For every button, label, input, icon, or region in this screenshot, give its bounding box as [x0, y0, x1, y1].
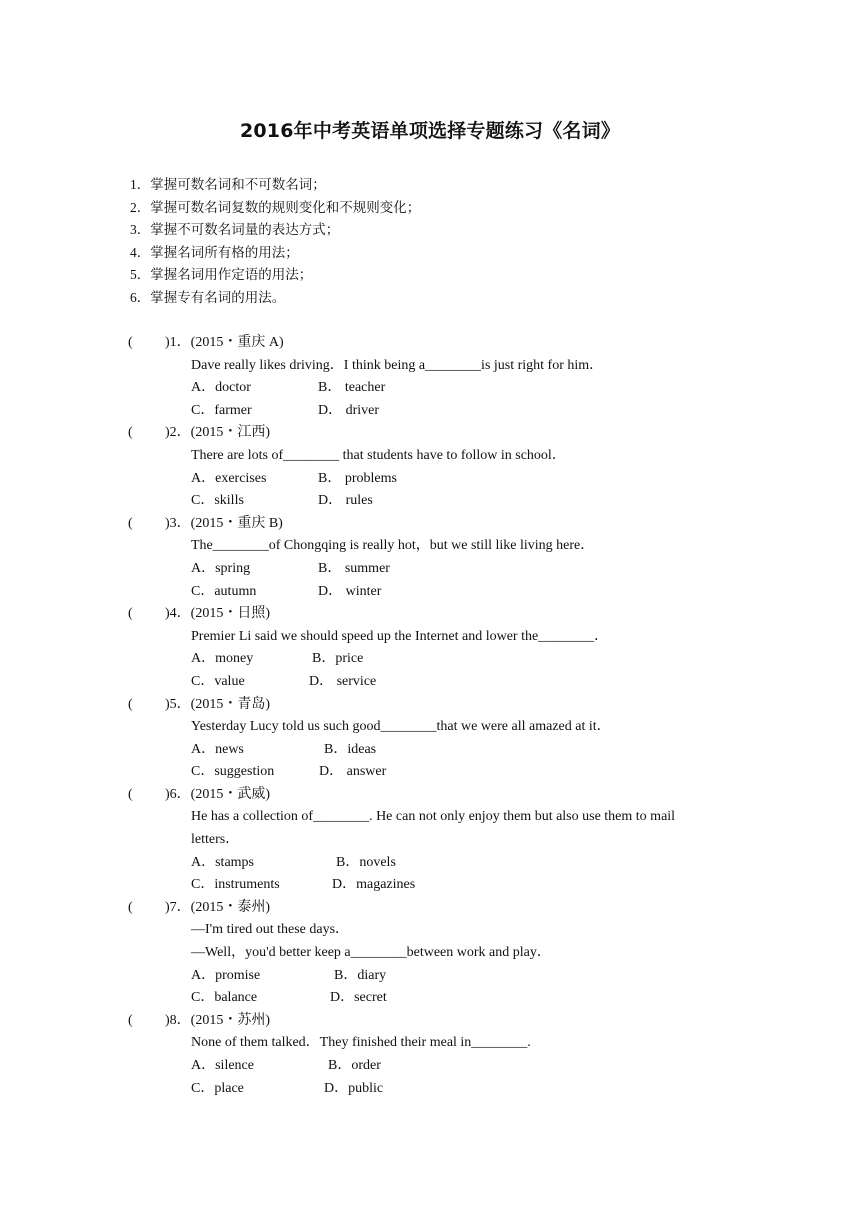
question-stem: letters． — [191, 832, 240, 848]
question-number-source — [165, 422, 270, 445]
answer-option: C．farmer — [191, 402, 252, 418]
answer-option: B． teacher — [318, 380, 386, 396]
option-row — [128, 648, 748, 671]
objective-item: 1．掌握可数名词和不可数名词； — [130, 177, 326, 192]
objective-item: 6．掌握专有名词的用法。 — [130, 289, 286, 305]
option-row — [128, 761, 748, 784]
option-row — [128, 490, 748, 513]
question-item — [128, 784, 748, 897]
question-stem: Dave really likes driving．I think being a________is just right for him． — [191, 357, 604, 373]
question-item — [128, 513, 748, 603]
answer-blank-open: ( — [128, 899, 133, 915]
question-number-source — [165, 897, 270, 920]
option-row — [128, 874, 748, 897]
question-source: 2．(2015・江西) — [169, 425, 270, 441]
answer-option: D．secret — [330, 990, 387, 1006]
answer-option: A．spring — [191, 560, 251, 576]
question-source: 3．(2015・重庆 B) — [169, 515, 283, 531]
option-row — [128, 1078, 748, 1101]
answer-blank-open: ( — [128, 425, 133, 441]
question-source: 4．(2015・日照) — [169, 606, 270, 622]
option-row — [128, 739, 748, 762]
question-header — [128, 422, 748, 445]
answer-blank-open: ( — [128, 335, 133, 350]
answer-option: D． driver — [318, 402, 380, 418]
question-header — [128, 513, 748, 536]
option-row — [128, 671, 748, 694]
answer-option: D． answer — [319, 764, 387, 780]
answer-blank-open: ( — [128, 696, 133, 712]
answer-option: C．skills — [191, 493, 244, 509]
question-stem: —Well，you'd better keep a________between work and play． — [191, 945, 551, 961]
answer-option: C．value — [191, 673, 245, 689]
answer-option: A．doctor — [191, 380, 251, 396]
answer-option: C．autumn — [191, 583, 257, 599]
question-source: 1．(2015・重庆 A) — [169, 335, 284, 350]
option-row — [128, 987, 748, 1010]
answer-blank-open: ( — [128, 1012, 133, 1028]
question-item — [128, 1010, 748, 1100]
question-item — [128, 897, 748, 1010]
answer-blank-close: ) — [165, 786, 170, 802]
answer-option: A．money — [191, 651, 254, 667]
objective-item: 2．掌握可数名词复数的规则变化和不规则变化； — [130, 199, 421, 215]
objective-item: 4．掌握名词所有格的用法； — [130, 244, 299, 260]
answer-blank-close: ) — [165, 515, 170, 531]
option-row — [128, 377, 748, 400]
answer-blank-close: ) — [165, 899, 170, 915]
objectives-list — [130, 174, 420, 310]
option-row — [128, 1055, 748, 1078]
answer-option: B．price — [312, 651, 364, 667]
question-number-source — [165, 332, 284, 355]
answer-option: B．diary — [334, 967, 387, 983]
answer-option: C．suggestion — [191, 764, 275, 780]
answer-option: D． rules — [318, 493, 373, 509]
answer-option: C．instruments — [191, 877, 280, 893]
answer-blank-open: ( — [128, 515, 133, 531]
question-header — [128, 897, 748, 920]
question-source: 5．(2015・青岛) — [169, 696, 270, 712]
answer-blank-close: ) — [165, 696, 170, 712]
answer-blank-close: ) — [165, 1012, 170, 1028]
answer-option: D．magazines — [332, 877, 416, 893]
question-number-source — [165, 784, 270, 807]
answer-option: D． service — [309, 673, 377, 689]
answer-option: A．promise — [191, 967, 261, 983]
question-number-source — [165, 1010, 270, 1033]
answer-blank-close: ) — [165, 425, 170, 441]
answer-option: B．novels — [336, 854, 396, 870]
option-row — [128, 400, 748, 423]
answer-option: A．stamps — [191, 854, 254, 870]
option-row — [128, 468, 748, 491]
answer-option: C．balance — [191, 990, 258, 1006]
question-stem: None of them talked．They finished their meal in________. — [191, 1035, 531, 1051]
question-header — [128, 1010, 748, 1033]
question-number-source — [165, 513, 283, 536]
answer-blank-open: ( — [128, 786, 133, 802]
question-item — [128, 603, 748, 693]
question-stem: There are lots of________ that students have to follow in school． — [191, 447, 566, 463]
question-source: 7．(2015・泰州) — [169, 899, 270, 915]
question-item — [128, 332, 748, 422]
question-stem: Yesterday Lucy told us such good________that we were all amazed at it． — [191, 719, 611, 735]
option-row — [128, 558, 748, 581]
question-header — [128, 332, 748, 355]
option-row — [128, 852, 748, 875]
question-source: 6．(2015・武威) — [169, 786, 270, 802]
answer-option: D． winter — [318, 583, 382, 599]
question-source: 8．(2015・苏州) — [169, 1012, 270, 1028]
question-stem: Premier Li said we should speed up the Internet and lower the________． — [191, 628, 609, 644]
question-header — [128, 603, 748, 626]
option-row — [128, 581, 748, 604]
answer-option: C．place — [191, 1080, 244, 1096]
objective-item: 5．掌握名词用作定语的用法； — [130, 267, 313, 283]
page-title: 2016年中考英语单项选择专题练习《名词》 — [239, 120, 621, 142]
answer-option: A．news — [191, 741, 244, 757]
answer-option: A．silence — [191, 1058, 254, 1073]
question-stem: The________of Chongqing is really hot，but we still like living here． — [191, 538, 595, 554]
question-number-source — [165, 603, 270, 626]
question-item — [128, 422, 748, 512]
questions-list — [128, 332, 748, 1100]
answer-option: B． summer — [318, 560, 390, 576]
answer-option: B．ideas — [324, 741, 377, 757]
answer-option: D．public — [324, 1080, 384, 1096]
question-header — [128, 784, 748, 807]
question-header — [128, 694, 748, 717]
answer-option: A．exercises — [191, 470, 267, 486]
answer-blank-open: ( — [128, 606, 133, 622]
objective-item: 3．掌握不可数名词量的表达方式； — [130, 222, 340, 238]
option-row — [128, 965, 748, 988]
question-stem: —I'm tired out these days． — [191, 922, 350, 938]
question-item — [128, 694, 748, 784]
question-stem: He has a collection of________. He can not only enjoy them but also use them to mail — [191, 809, 676, 825]
question-number-source — [165, 694, 270, 717]
answer-blank-close: ) — [165, 335, 170, 350]
answer-blank-close: ) — [165, 606, 170, 622]
answer-option: B． problems — [318, 470, 397, 486]
answer-option: B．order — [328, 1058, 381, 1073]
